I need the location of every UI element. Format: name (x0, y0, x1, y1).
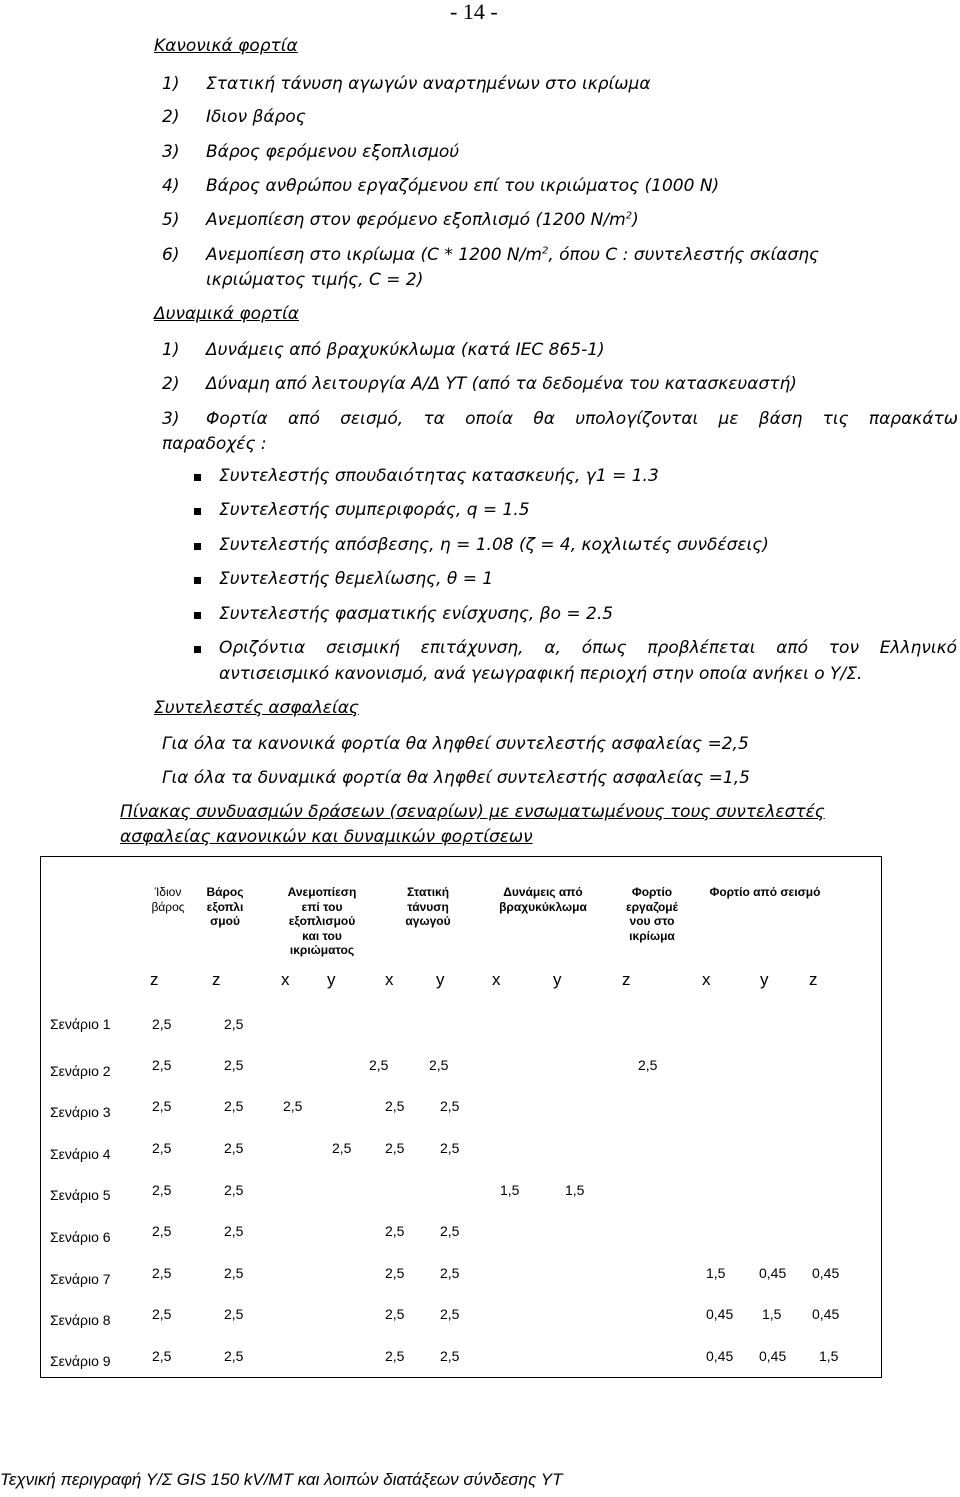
header-short-circuit: Δυνάμεις από βραχυκύκλωμα (499, 885, 587, 914)
scenario-label: Σενάριο 9 (50, 1353, 111, 1369)
dynamic-load-item (162, 374, 797, 394)
scenario-label: Σενάριο 1 (50, 1016, 111, 1032)
header-seismic-load: Φορτίο από σεισμό (709, 885, 821, 899)
cell-value: 1,5 (819, 1348, 839, 1364)
item-text: Ανεμοπίεση στον φερόμενο εξοπλισμό (1200 N/m (206, 210, 626, 230)
bullet-item: Συντελεστής σπουδαιότητας κατασκευής, γ1 = 1.3 (219, 466, 659, 486)
cell-value: 2,5 (152, 1140, 172, 1156)
scenario-label: Σενάριο 5 (50, 1187, 111, 1203)
item-text: Φορτία από σεισμό, τα οποία θα υπολογίζονται με βάση τις παρακάτω (206, 409, 958, 429)
cell-value: 2,5 (440, 1140, 460, 1156)
cell-value: 2,5 (332, 1140, 352, 1156)
cell-value: 2,5 (224, 1182, 244, 1198)
bullet-square (194, 508, 201, 515)
cell-value: 0,45 (812, 1265, 840, 1281)
item-number: 3) (162, 142, 180, 162)
bullet-square (194, 474, 201, 481)
cell-value: 2,5 (224, 1140, 244, 1156)
normal-load-item (162, 176, 719, 196)
cell-value: 2,5 (385, 1140, 405, 1156)
normal-load-item (162, 210, 639, 230)
item-number: 1) (162, 74, 180, 94)
header-equipment-weight: Βάρος εξοπλι σμού (206, 885, 244, 928)
item-number: 2) (162, 374, 180, 394)
bullet-square (194, 612, 201, 619)
cell-value: 2,5 (152, 1098, 172, 1114)
cell-value: 2,5 (385, 1223, 405, 1239)
axis-label: z (150, 970, 159, 989)
axis-label: z (809, 970, 818, 989)
cell-value: 2,5 (385, 1098, 405, 1114)
cell-value: 2,5 (638, 1057, 658, 1073)
axis-label: x (492, 970, 501, 989)
bullet-square (194, 543, 201, 550)
normal-loads-heading: Κανονικά φορτία (154, 36, 298, 56)
page-number: - 14 - (450, 0, 498, 24)
bullet-item: Συντελεστής φασματικής ενίσχυσης, βο = 2.5 (219, 604, 614, 624)
cell-value: 2,5 (224, 1348, 244, 1364)
scenario-label: Σενάριο 8 (50, 1312, 111, 1328)
safety-heading: Συντελεστές ασφαλείας (154, 698, 359, 718)
normal-load-item (162, 142, 459, 162)
dynamic-load-item (162, 409, 958, 429)
item-number: 5) (162, 210, 180, 230)
normal-load-item (162, 74, 651, 94)
cell-value: 2,5 (152, 1223, 172, 1239)
bullet-item: Οριζόντια σεισμική επιτάχυνση, α, όπως προβλέπεται από τον Ελληνικό (219, 638, 957, 658)
cell-value: 2,5 (385, 1348, 405, 1364)
item-text: Ανεμοπίεση στο ικρίωμα (C * 1200 N/m (206, 245, 542, 265)
item-number: 6) (162, 245, 180, 265)
item-text: Βάρος φερόμενου εξοπλισμού (206, 142, 460, 162)
axis-label: x (702, 970, 711, 989)
axis-label: y (436, 970, 445, 989)
axis-label: y (327, 970, 336, 989)
bullet-square (194, 577, 201, 584)
cell-value: 0,45 (759, 1265, 787, 1281)
cell-value: 0,45 (706, 1306, 734, 1322)
axis-label: y (553, 970, 562, 989)
cell-value: 2,5 (152, 1348, 172, 1364)
cell-value: 2,5 (440, 1098, 460, 1114)
cell-value: 0,45 (759, 1348, 787, 1364)
dynamic-load-item-line2: παραδοχές : (162, 434, 267, 454)
axis-label: z (212, 970, 221, 989)
normal-load-item (162, 107, 306, 127)
item-text-after: ) (632, 210, 639, 230)
axis-label: y (760, 970, 769, 989)
cell-value: 2,5 (440, 1348, 460, 1364)
scenario-table (40, 856, 882, 1378)
footer-text: Τεχνική περιγραφή Υ/Σ GIS 150 kV/MT και λοιπών διατάξεων σύνδεσης ΥΤ (0, 1470, 563, 1489)
item-text: Ιδιον βάρος (206, 107, 306, 127)
normal-load-item (162, 245, 819, 265)
table-title: Πίνακας συνδυασμών δράσεων (σεναρίων) με ενσωματωμένους τους συντελεστές (120, 802, 825, 822)
cell-value: 2,5 (429, 1057, 449, 1073)
axis-label: x (281, 970, 290, 989)
bullet-item-line2: αντισεισμικό κανονισμό, ανά γεωγραφική περιοχή στην οποία ανήκει ο Υ/Σ. (219, 664, 863, 684)
item-number: 2) (162, 107, 180, 127)
safety-normal: Για όλα τα κανονικά φορτία θα ληφθεί συντελεστής ασφαλείας =2,5 (162, 734, 749, 754)
scenario-label: Σενάριο 7 (50, 1271, 111, 1287)
cell-value: 2,5 (152, 1182, 172, 1198)
item-number: 4) (162, 176, 180, 196)
cell-value: 2,5 (152, 1306, 172, 1322)
superscript: 2 (625, 210, 633, 222)
cell-value: 2,5 (224, 1265, 244, 1281)
dynamic-load-item (162, 340, 605, 360)
header-worker-load: Φορτίο εργαζομέ νου στο ικρίωμα (625, 885, 679, 943)
cell-value: 1,5 (565, 1182, 585, 1198)
cell-value: 2,5 (283, 1098, 303, 1114)
cell-value: 2,5 (152, 1057, 172, 1073)
superscript: 2 (541, 245, 549, 257)
header-static-tension: Στατική τάνυση αγωγού (405, 885, 451, 928)
cell-value: 0,45 (706, 1348, 734, 1364)
cell-value: 2,5 (440, 1265, 460, 1281)
cell-value: 2,5 (385, 1265, 405, 1281)
safety-dynamic: Για όλα τα δυναμικά φορτία θα ληφθεί συντελεστής ασφαλείας =1,5 (162, 768, 750, 788)
scenario-label: Σενάριο 6 (50, 1229, 111, 1245)
item-text: Δύναμη από λειτουργία Α/Δ ΥΤ (από τα δεδομένα του κατασκευαστή) (206, 374, 797, 394)
axis-label: x (385, 970, 394, 989)
item-text-after: , όπου C : συντελεστής σκίασης (548, 245, 820, 265)
normal-load-item-line2: ικριώματος τιμής, C = 2) (206, 270, 424, 290)
header-wind-pressure: Ανεμοπίεση επί του εξοπλισμού και του ικριώματος (287, 885, 357, 957)
scenario-label: Σενάριο 2 (50, 1063, 111, 1079)
cell-value: 2,5 (440, 1306, 460, 1322)
cell-value: 2,5 (152, 1265, 172, 1281)
dynamic-loads-heading: Δυναμικά φορτία (154, 304, 299, 324)
cell-value: 2,5 (224, 1223, 244, 1239)
item-number: 1) (162, 340, 180, 360)
cell-value: 2,5 (224, 1098, 244, 1114)
cell-value: 1,5 (762, 1306, 782, 1322)
axis-label: z (622, 970, 631, 989)
cell-value: 2,5 (152, 1016, 172, 1032)
cell-value: 1,5 (500, 1182, 520, 1198)
bullet-item: Συντελεστής απόσβεσης, η = 1.08 (ζ = 4, κοχλιωτές συνδέσεις) (219, 535, 769, 555)
bullet-item: Συντελεστής θεμελίωσης, θ = 1 (219, 569, 494, 589)
cell-value: 2,5 (440, 1223, 460, 1239)
cell-value: 2,5 (369, 1057, 389, 1073)
item-number: 3) (162, 409, 180, 429)
cell-value: 2,5 (385, 1306, 405, 1322)
bullet-square (194, 646, 201, 653)
item-text: Δυνάμεις από βραχυκύκλωμα (κατά IEC 865-1) (206, 340, 605, 360)
cell-value: 2,5 (224, 1057, 244, 1073)
bullet-item: Συντελεστής συμπεριφοράς, q = 1.5 (219, 500, 530, 520)
cell-value: 1,5 (706, 1265, 726, 1281)
scenario-label: Σενάριο 4 (50, 1146, 111, 1162)
item-text: Βάρος ανθρώπου εργαζόμενου επί του ικριώματος (1000 N) (206, 176, 720, 196)
cell-value: 2,5 (224, 1306, 244, 1322)
header-self-weight: Ίδιον βάρος (151, 885, 185, 914)
cell-value: 0,45 (812, 1306, 840, 1322)
table-title-line2: ασφαλείας κανονικών και δυναμικών φορτίσεων (120, 827, 533, 847)
item-text: Στατική τάνυση αγωγών αναρτημένων στο ικρίωμα (206, 74, 651, 94)
cell-value: 2,5 (224, 1016, 244, 1032)
scenario-label: Σενάριο 3 (50, 1104, 111, 1120)
